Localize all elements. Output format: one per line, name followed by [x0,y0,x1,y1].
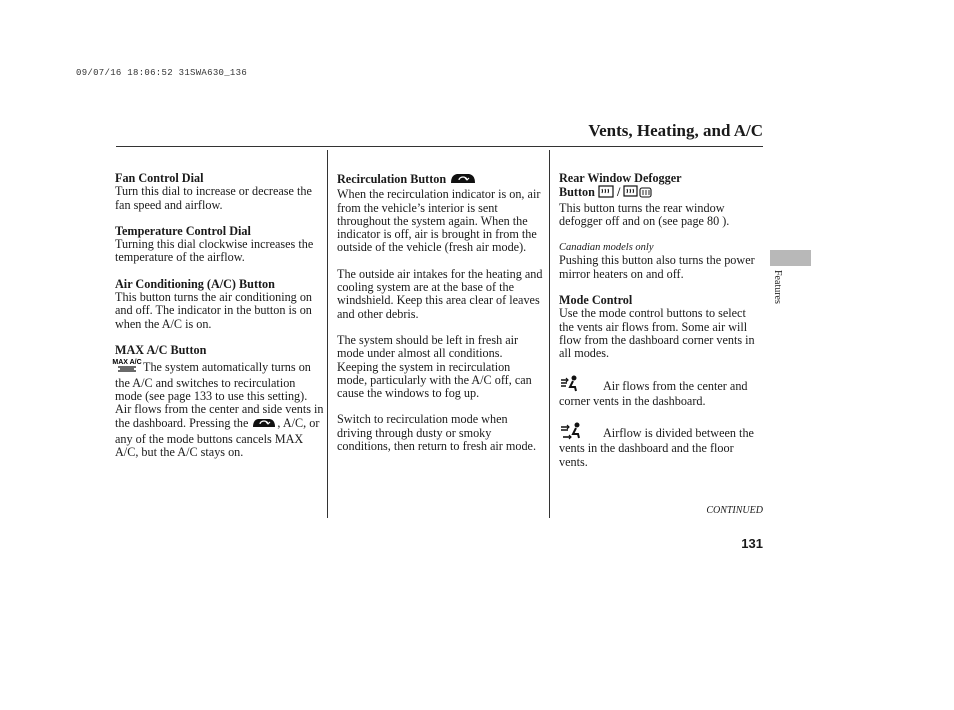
temp-text: Turning this dial clockwise increases the temperature of the airflow. [115,237,314,265]
column-divider-1 [327,150,328,518]
temp-heading: Temperature Control Dial [115,223,251,238]
recirculation-button-icon [449,172,477,188]
defogger-text [559,202,763,229]
mode-control-text: Use the mode control buttons to select the vents air flows from. Some air will flow from the dashboard corner vents in all modes. [559,306,755,361]
column-divider-2 [549,150,550,518]
recirculation-text: When the recirculation indicator is on, air from the vehicle’s interior is sent throughout the system again. When the indicator is off, air is brought in from the outside of the vehicle (fresh air mode). [337,187,541,255]
dashboard-vents-mode-icon [559,374,603,395]
defogger-page-ref[interactable]: 80 [707,213,720,228]
mode-bi-level-text: Airflow is divided between the vents in the dashboard and the floor vents. [559,426,754,469]
fresh-air-text: The system should be left in fresh air mode under almost all conditions. Keeping the system in recirculation mode, particularly with the A/C off, can cause the windows to fog up. [337,332,532,401]
max-ac-text [112,357,325,460]
fan-text: Turn this dial to increase or decrease the fan speed and airflow. [115,184,312,212]
ac-heading: Air Conditioning (A/C) Button [115,276,275,291]
max-ac-icon-label: MAX A/C [112,359,142,367]
page-number: 131 [741,536,763,551]
max-ac-icon [112,357,143,376]
max-ac-text-b: , A/C, or any of the mode buttons cancels MAX A/C, but the A/C stays on. [115,416,320,460]
mode-dash-vents [559,374,763,409]
column-1 [112,171,325,460]
defogger-heading-button: Button [559,185,595,200]
defogger-heading-line1: Rear Window Defogger [559,171,682,185]
fan-heading: Fan Control Dial [115,171,204,185]
section-tab-label: Features [772,270,783,304]
column-2 [337,172,543,453]
column-3 [559,172,763,469]
defogger-separator: / [617,185,621,200]
defogger-heading-line2 [559,185,763,201]
canadian-text: Pushing this button also turns the power mirror heaters on and off. [559,253,755,281]
outside-intake-text: The outside air intakes for the heating and cooling system are at the base of the windshield. Keep this area clear of leaves and other debris. [337,266,543,321]
recirculation-heading [337,172,543,188]
ac-text: This button turns the air conditioning on and off. The indicator in the button is on when the A/C is on. [115,290,313,331]
print-stamp: 09/07/16 18:06:52 31SWA630_136 [76,68,248,78]
max-ac-heading: MAX A/C Button [115,342,207,357]
dusty-conditions-text: Switch to recirculation mode when driving through dusty or smoky conditions, then return to fresh air mode. [337,412,537,454]
mode-control-heading: Mode Control [559,293,633,308]
max-ac-text-a: The system automatically turns on the A/C and switches to recirculation mode (see page 133 to use this setting). Air flows from the center and side vents in the dashboard. Pressing the [115,360,324,431]
bi-level-mode-icon [559,421,603,442]
defogger-text-close: ). [722,213,730,228]
recirculation-icon [251,416,277,432]
section-tab [770,250,811,266]
mode-bi-level [559,421,763,469]
mode-dash-vents-text: Air flows from the center and corner vents in the dashboard. [559,378,748,408]
recirculation-heading-text: Recirculation Button [337,172,447,186]
defogger-text-body: This button turns the rear window defogger off and on (see page [559,200,725,228]
rear-defogger-icon [598,185,614,201]
defogger-mirror-icon [623,185,653,201]
title-rule [116,146,763,147]
page-title: Vents, Heating, and A/C [588,121,763,140]
canadian-note: Canadian models only [559,242,654,254]
continued-label: CONTINUED [706,505,763,516]
